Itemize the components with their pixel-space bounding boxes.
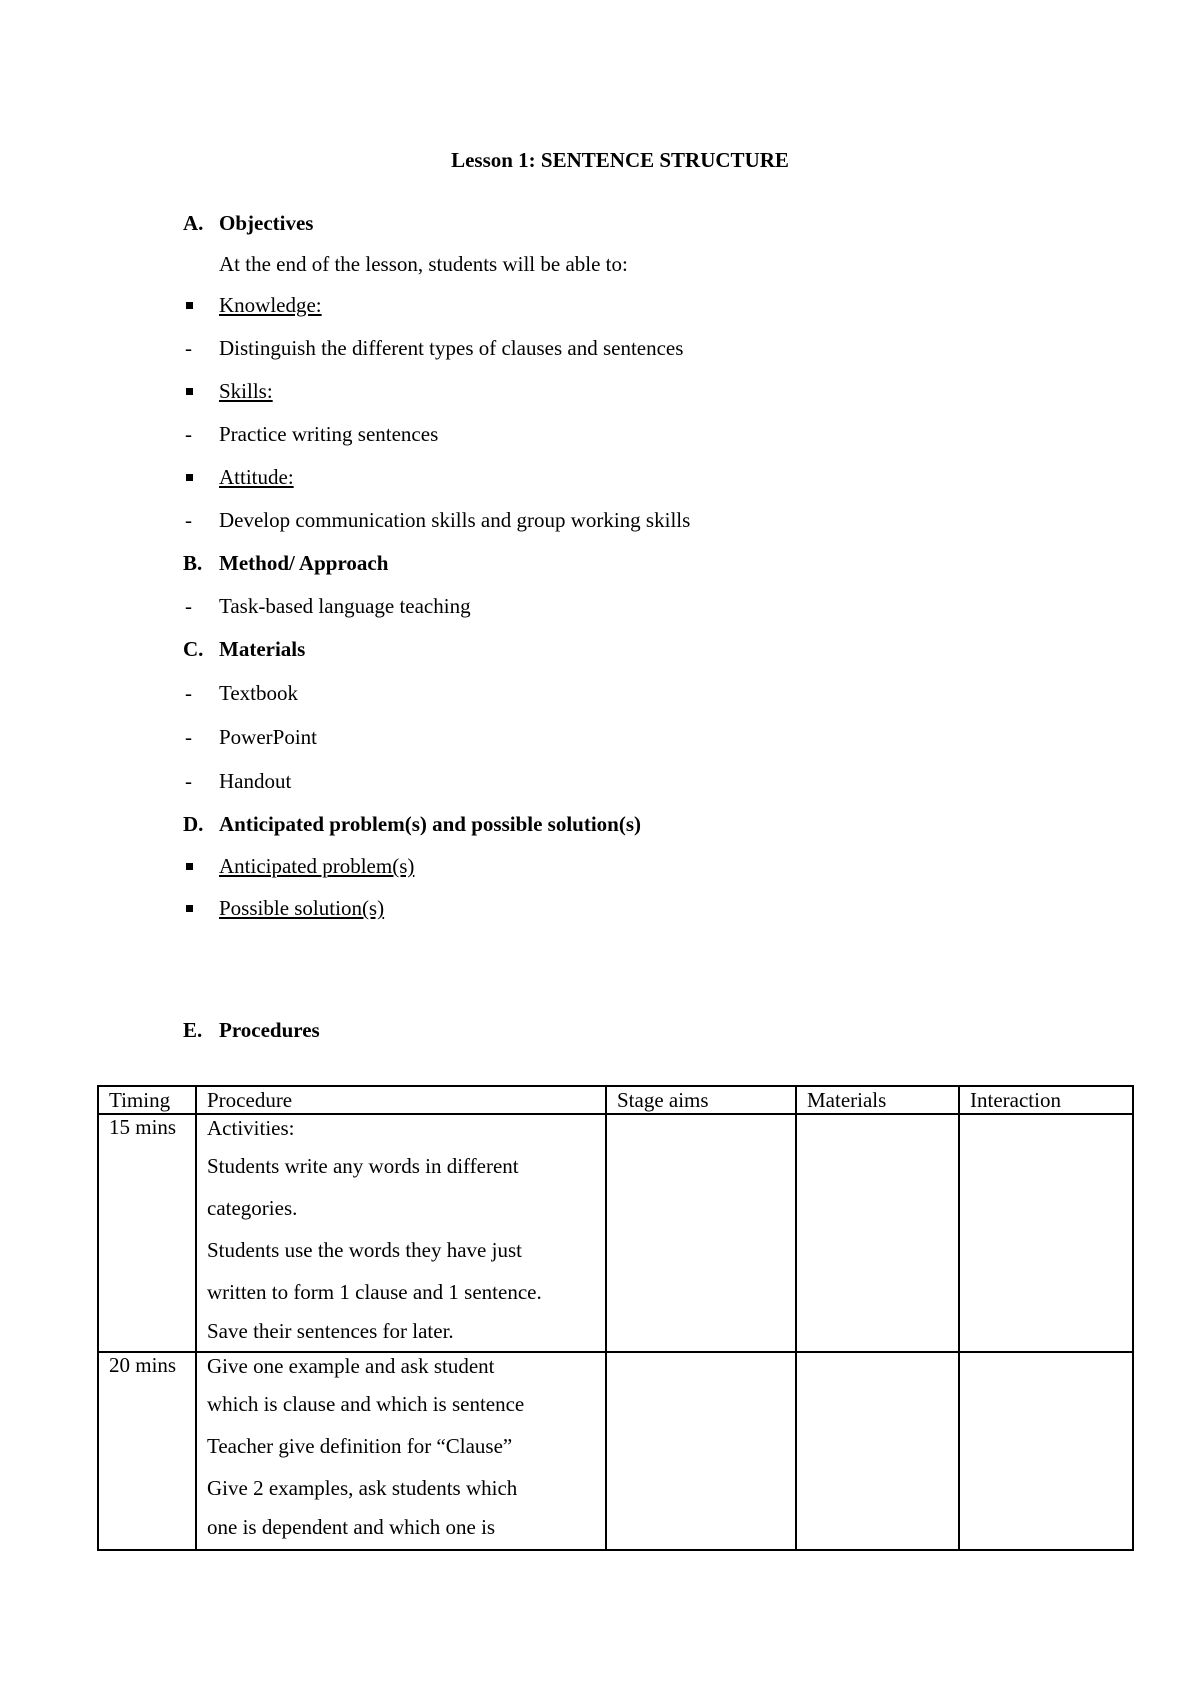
- procedure-line: Students write any words in different: [207, 1154, 519, 1178]
- header-timing: Timing: [98, 1086, 196, 1114]
- skills-label: Skills:: [219, 379, 273, 403]
- dash-marker: -: [185, 508, 192, 532]
- materials-cell: [796, 1352, 959, 1550]
- knowledge-label: Knowledge:: [219, 293, 322, 317]
- procedure-line: Save their sentences for later.: [207, 1319, 454, 1343]
- section-title: Procedures: [219, 1018, 320, 1042]
- interaction-cell: [959, 1352, 1133, 1550]
- attitude-label: Attitude:: [219, 465, 294, 489]
- procedure-cell: [196, 1114, 606, 1352]
- section-letter: B.: [183, 551, 203, 575]
- section-letter: C.: [183, 637, 204, 661]
- procedure-line: which is clause and which is sentence: [207, 1392, 525, 1416]
- dash-marker: -: [185, 769, 192, 793]
- procedure-line: categories.: [207, 1196, 298, 1220]
- header-stage-aims: Stage aims: [606, 1086, 796, 1114]
- square-bullet-icon: [186, 905, 193, 912]
- table-row: [98, 1352, 1133, 1550]
- section-title: Method/ Approach: [219, 551, 389, 575]
- dash-marker: -: [185, 594, 192, 618]
- procedure-line: Activities:: [207, 1116, 295, 1140]
- procedure-line: Teacher give definition for “Clause”: [207, 1434, 513, 1458]
- timing-cell: 20 mins: [98, 1352, 196, 1550]
- stage-aims-cell: [606, 1352, 796, 1550]
- section-letter: E.: [183, 1018, 203, 1042]
- dash-marker: -: [185, 422, 192, 446]
- procedure-cell: [196, 1352, 606, 1550]
- procedure-line: Students use the words they have just: [207, 1238, 522, 1262]
- table-header-row: [98, 1086, 1133, 1114]
- section-title: Materials: [219, 637, 306, 661]
- dash-marker: -: [185, 681, 192, 705]
- square-bullet-icon: [186, 302, 193, 309]
- procedure-line: one is dependent and which one is: [207, 1515, 496, 1539]
- timing-cell: 15 mins: [98, 1114, 196, 1352]
- square-bullet-icon: [186, 474, 193, 481]
- procedures-table: [97, 1085, 1134, 1551]
- header-interaction: Interaction: [959, 1086, 1133, 1114]
- dash-marker: -: [185, 725, 192, 749]
- interaction-cell: [959, 1114, 1133, 1352]
- section-title: Anticipated problem(s) and possible solution(s): [219, 812, 642, 836]
- section-title: Objectives: [219, 211, 314, 235]
- header-materials: Materials: [796, 1086, 959, 1114]
- stage-aims-cell: [606, 1114, 796, 1352]
- procedure-line: Give one example and ask student: [207, 1354, 495, 1378]
- square-bullet-icon: [186, 863, 193, 870]
- header-procedure: Procedure: [196, 1086, 606, 1114]
- square-bullet-icon: [186, 388, 193, 395]
- dash-marker: -: [185, 336, 192, 360]
- table-row: [98, 1114, 1133, 1352]
- section-letter: A.: [183, 211, 204, 235]
- page-title: Lesson 1: SENTENCE STRUCTURE: [451, 148, 789, 172]
- section-letter: D.: [183, 812, 204, 836]
- procedure-line: written to form 1 clause and 1 sentence.: [207, 1280, 542, 1304]
- procedure-line: Give 2 examples, ask students which: [207, 1476, 518, 1500]
- materials-cell: [796, 1114, 959, 1352]
